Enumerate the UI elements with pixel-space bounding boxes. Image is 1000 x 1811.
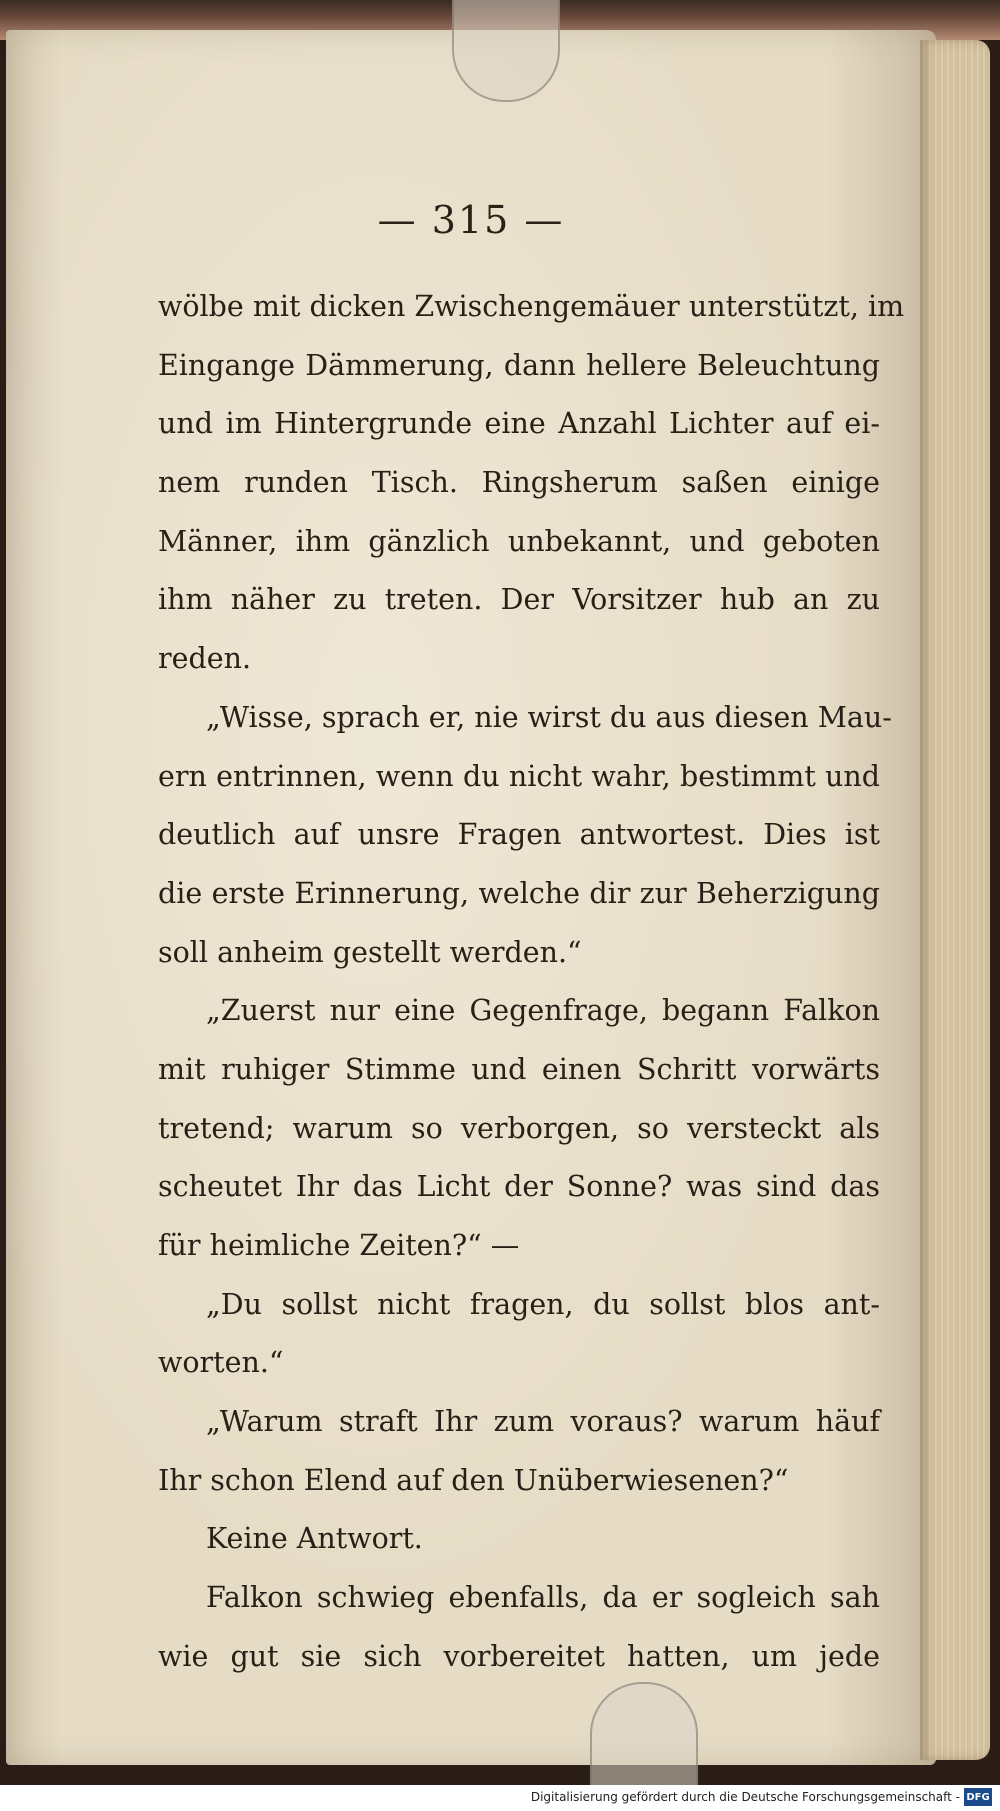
text-line: scheutet Ihr das Licht der Sonne? was sind das xyxy=(158,1170,880,1204)
text-line: mit ruhiger Stimme und einen Schritt vorwärts xyxy=(158,1052,880,1086)
book-fore-edge xyxy=(920,40,990,1760)
text-line: Keine Antwort. xyxy=(206,1522,423,1556)
text-line: die erste Erinnerung, welche dir zur Beherzigung xyxy=(158,876,880,910)
text-line: „Wisse, sprach er, nie wirst du aus diesen Mau- xyxy=(206,700,892,734)
page-number: — 315 — xyxy=(377,198,565,242)
text-line: nem runden Tisch. Ringsherum saßen einige xyxy=(158,466,880,500)
text-line: tretend; warum so verborgen, so versteckt als xyxy=(158,1111,880,1145)
text-line: reden. xyxy=(158,642,252,676)
text-line: „Zuerst nur eine Gegenfrage, begann Falkon xyxy=(206,994,880,1028)
text-line: Eingange Dämmerung, dann hellere Beleuchtung xyxy=(158,348,880,382)
text-line: worten.“ xyxy=(158,1346,284,1380)
book-page xyxy=(6,30,936,1765)
text-line: wie gut sie sich vorbereitet hatten, um jede xyxy=(158,1639,880,1673)
page-text-body xyxy=(158,278,905,1687)
page-clip-top xyxy=(452,0,560,102)
text-line: Männer, ihm gänzlich unbekannt, und geboten xyxy=(158,524,880,558)
text-line: ern entrinnen, wenn du nicht wahr, bestimmt und xyxy=(158,759,880,793)
footer-credit: Digitalisierung gefördert durch die Deutsche Forschungsgemeinschaft - xyxy=(530,1790,960,1804)
text-line: und im Hintergrunde eine Anzahl Lichter auf ei- xyxy=(158,407,880,441)
text-line: Ihr schon Elend auf den Unüberwiesenen?“ xyxy=(158,1463,789,1497)
text-line: soll anheim gestellt werden.“ xyxy=(158,935,582,969)
text-line: Falkon schwieg ebenfalls, da er sogleich sah xyxy=(206,1581,880,1615)
text-line: „Du sollst nicht fragen, du sollst blos ant- xyxy=(206,1287,880,1321)
text-line: für heimliche Zeiten?“ — xyxy=(158,1229,520,1262)
text-line: ihm näher zu treten. Der Vorsitzer hub an zu xyxy=(158,583,880,617)
text-line: deutlich auf unsre Fragen antwortest. Dies ist xyxy=(158,818,880,852)
dfg-logo: DFG xyxy=(964,1788,992,1806)
text-line: wölbe mit dicken Zwischengemäuer unterstützt, im xyxy=(158,290,905,323)
text-line: „Warum straft Ihr zum voraus? warum häuf xyxy=(206,1405,880,1439)
